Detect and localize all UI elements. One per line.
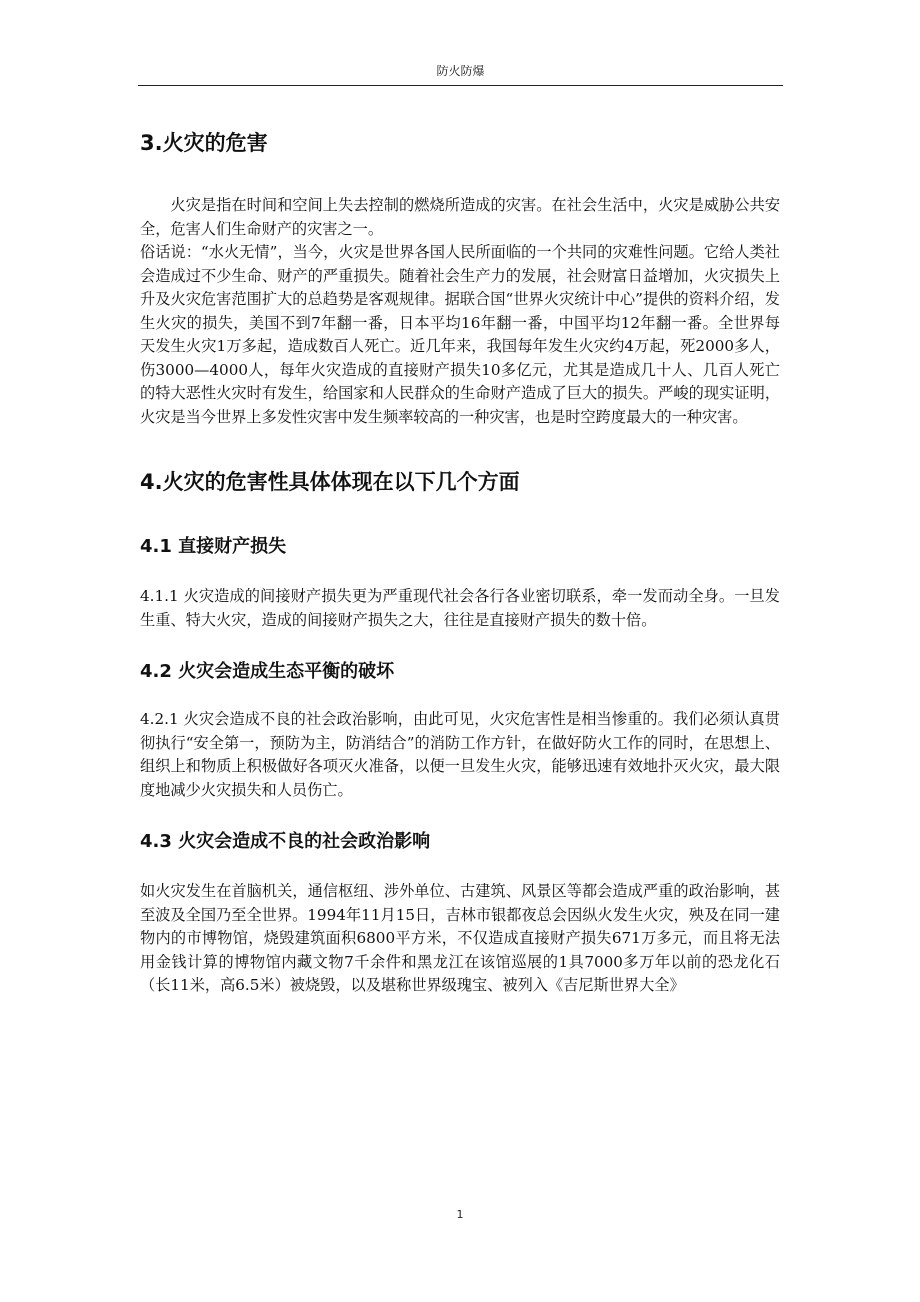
section-3-heading: 3.火灾的危害 <box>140 131 268 155</box>
page-number: 1 <box>456 1208 464 1221</box>
section-3-paragraph-1: 火灾是指在时间和空间上失去控制的燃烧所造成的灾害。在社会生活中，火灾是威胁公共安全，危害人们生命财产的灾害之一。 <box>140 196 780 238</box>
section-3-paragraph-2: 俗话说：“水火无情”，当今，火灾是世界各国人民所面临的一个共同的灾难性问题。它给人类社会造成过不少生命、财产的严重损失。随着社会生产力的发展，社会财富日益增加，火灾损失上升及火灾危害范围扩大的总趋势是客观规律。据联合国“世界火灾统计中心”提供的资料介绍，发生火灾的损失，美国不到7年翻一番，日本平均16年翻一番，中国平均12年翻一番。全世界每天发生火灾1万多起，造成数百人死亡。近几年来，我国每年发生火灾约4万起，死2000多人，伤3000—4000人，每年火灾造成的直接财产损失10多亿元，尤其是造成几十人、几百人死亡的特大恶性火灾时有发生，给国家和人民群众的生命财产造成了巨大的损失。严峻的现实证明，火灾是当今世界上多发性灾害中发生频率较高的一种灾害，也是时空跨度最大的一种灾害。 <box>140 243 780 426</box>
section-4-3-heading: 4.3 火灾会造成不良的社会政治影响 <box>140 831 431 852</box>
section-4-1-heading: 4.1 直接财产损失 <box>140 536 287 557</box>
section-4-3-paragraph: 如火灾发生在首脑机关，通信枢纽、涉外单位、古建筑、风景区等都会造成严重的政治影响，甚至波及全国乃至全世界。1994年11月15日，吉林市银都夜总会因纵火发生火灾，殃及在同一建物内的市博物馆，烧毁建筑面积6800平方米，不仅造成直接财产损失671万多元，而且将无法用金钱计算的博物馆内藏文物7千余件和黑龙江在该馆巡展的1具7000多万年以前的恐龙化石（长11米，高6.5米）被烧毁，以及堪称世界级瑰宝、被列入《吉尼斯世界大全》 <box>140 882 780 994</box>
section-4-2-paragraph: 4.2.1 火灾会造成不良的社会政治影响，由此可见，火灾危害性是相当惨重的。我们必须认真贯彻执行“安全第一，预防为主，防消结合”的消防工作方针，在做好防火工作的同时，在思想上、组织上和物质上积极做好各项灭火准备，以便一旦发生火灾，能够迅速有效地扑灭火灾，最大限度地减少火灾损失和人员伤亡。 <box>140 710 780 799</box>
page-header: 防火防爆 <box>138 62 783 86</box>
section-4-heading: 4.火灾的危害性具体体现在以下几个方面 <box>140 470 520 494</box>
section-4-1-paragraph: 4.1.1 火灾造成的间接财产损失更为严重现代社会各行各业密切联系，牵一发而动全身。一旦发生重、特大火灾，造成的间接财产损失之大，往往是直接财产损失的数十倍。 <box>140 587 780 629</box>
document-body <box>140 128 780 998</box>
section-4-2-heading: 4.2 火灾会造成生态平衡的破坏 <box>140 661 395 682</box>
